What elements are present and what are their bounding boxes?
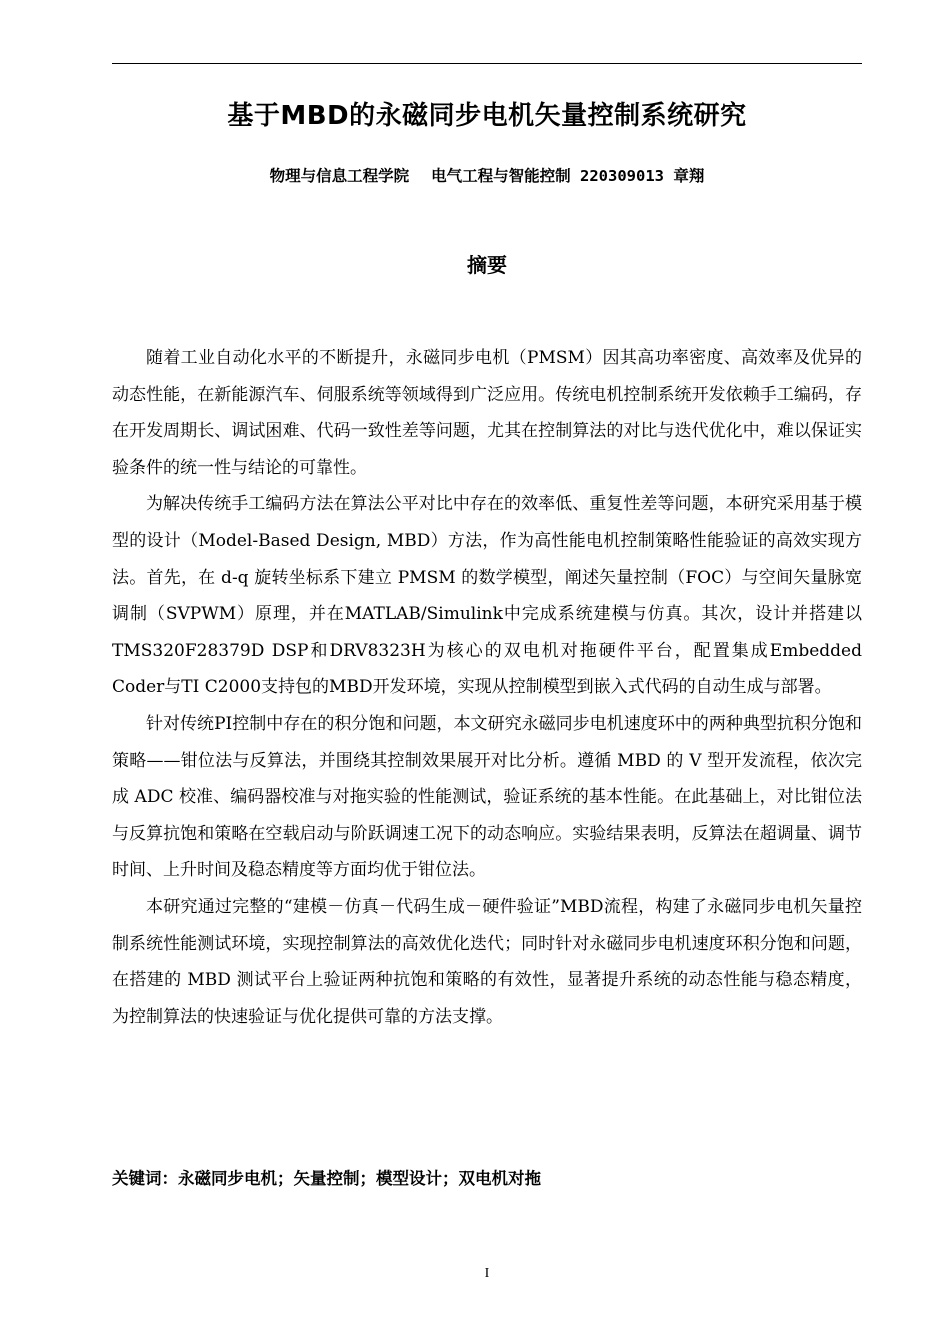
- abstract-paragraph-2: 为解决传统手工编码方法在算法公平对比中存在的效率低、重复性差等问题，本研究采用基于模型的设计（Model-Based Design, MBD）方法，作为高性能电机控制策略性能验证的高效实现方法。首先，在 d-q 旋转坐标系下建立 PMSM 的数学模型，阐述矢量控制（FOC）与空间矢量脉宽调制（SVPWM）原理，并在MATLAB/Simulink中完成系统建模与仿真。其次，设计并搭建以TMS320F28379D DSP和DRV8323H为核心的双电机对拖硬件平台，配置集成Embedded Coder与TI C2000支持包的MBD开发环境，实现从控制模型到嵌入式代码的自动生成与部署。: [112, 494, 862, 698]
- abstract-paragraph-4: 本研究通过完整的“建模－仿真－代码生成－硬件验证”MBD流程，构建了永磁同步电机矢量控制系统性能测试环境，实现控制算法的高效优化迭代；同时针对永磁同步电机速度环积分饱和问题，在搭建的 MBD 测试平台上验证两种抗饱和策略的有效性，显著提升系统的动态性能与稳态精度，为控制算法的快速验证与优化提供可靠的方法支撑。: [112, 896, 862, 1027]
- abstract-body: [112, 340, 862, 1035]
- document-title: 基于MBD的永磁同步电机矢量控制系统研究: [227, 101, 747, 131]
- abstract-heading: 摘要: [467, 253, 507, 277]
- abstract-paragraph-3: 针对传统PI控制中存在的积分饱和问题，本文研究永磁同步电机速度环中的两种典型抗积分饱和策略——钳位法与反算法，并围绕其控制效果展开对比分析。遵循 MBD 的 V 型开发流程，依次完成 ADC 校准、编码器校准与对拖实验的性能测试，验证系统的基本性能。在此基础上，对比钳位法与反算抗饱和策略在空载启动与阶跃调速工况下的动态响应。实验结果表明，反算法在超调量、调节时间、上升时间及稳态精度等方面均优于钳位法。: [112, 713, 862, 881]
- keywords-line: [112, 1164, 862, 1194]
- abstract-paragraph-1: 随着工业自动化水平的不断提升，永磁同步电机（PMSM）因其高功率密度、高效率及优异的动态性能，在新能源汽车、伺服系统等领域得到广泛应用。传统电机控制系统开发依赖手工编码，存在开发周期长、调试困难、代码一致性差等问题，尤其在控制算法的对比与迭代优化中，难以保证实验条件的统一性与结论的可靠性。: [112, 348, 862, 478]
- author-byline: [112, 163, 862, 189]
- header-rule: [112, 63, 862, 64]
- keywords-label: 关键词：: [112, 1169, 178, 1188]
- byline-school: 物理与信息工程学院: [269, 167, 410, 185]
- page-number: I: [484, 1266, 490, 1281]
- keywords-list: 永磁同步电机；矢量控制；模型设计；双电机对拖: [178, 1169, 541, 1188]
- byline-major-id-name: 电气工程与智能控制 220309013 章翔: [431, 167, 705, 185]
